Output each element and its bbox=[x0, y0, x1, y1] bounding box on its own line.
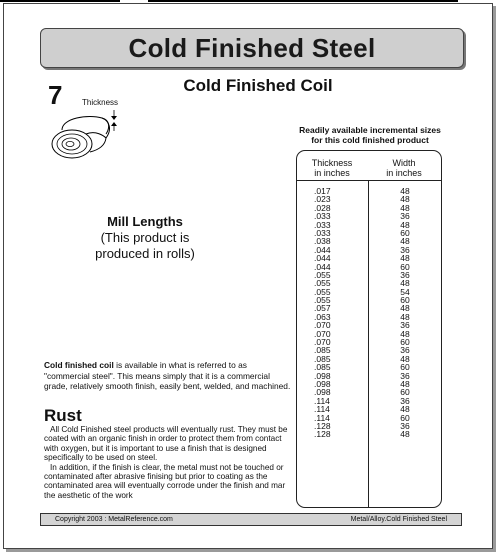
page-title: Cold Finished Steel bbox=[128, 32, 376, 63]
product-description bbox=[44, 360, 292, 392]
width-value: 54 bbox=[400, 286, 410, 297]
coil-diagram-icon bbox=[48, 108, 128, 166]
width-value: 36 bbox=[400, 395, 410, 406]
thickness-value: .070 bbox=[314, 328, 331, 339]
mill-lengths-note bbox=[70, 214, 220, 262]
width-value: 48 bbox=[400, 429, 410, 440]
thickness-value: .038 bbox=[314, 236, 331, 247]
item-number: 7 bbox=[48, 80, 63, 110]
mill-lengths-line1: (This product is bbox=[100, 230, 190, 245]
width-value: 48 bbox=[400, 236, 410, 247]
thickness-value: .028 bbox=[314, 202, 331, 213]
sizes-heading-line1: Readily available incremental sizes bbox=[299, 125, 441, 135]
header-divider bbox=[297, 180, 441, 181]
footer-bar bbox=[40, 513, 462, 526]
thickness-value: .055 bbox=[314, 286, 331, 297]
thickness-value: .057 bbox=[314, 303, 331, 314]
thickness-value: .044 bbox=[314, 261, 331, 272]
thickness-value: .017 bbox=[314, 186, 331, 196]
thickness-value: .098 bbox=[314, 378, 331, 389]
thickness-value: .098 bbox=[314, 370, 331, 381]
width-header-line1: Width bbox=[392, 158, 416, 168]
thickness-value: .023 bbox=[314, 194, 331, 205]
rust-heading: Rust bbox=[44, 406, 82, 425]
width-column-header bbox=[369, 158, 439, 178]
thickness-value: .114 bbox=[314, 395, 330, 406]
width-value: 48 bbox=[400, 404, 410, 415]
width-value: 60 bbox=[400, 362, 410, 373]
width-value: 48 bbox=[400, 278, 410, 289]
width-value: 48 bbox=[400, 186, 410, 196]
rust-body bbox=[44, 425, 294, 500]
width-value: 60 bbox=[400, 387, 410, 398]
width-value: 48 bbox=[400, 202, 410, 213]
width-value: 60 bbox=[400, 261, 410, 272]
width-value: 48 bbox=[400, 194, 410, 205]
title-banner bbox=[40, 28, 464, 68]
width-value: 36 bbox=[400, 244, 410, 255]
thickness-header-line2: in inches bbox=[314, 168, 350, 178]
thickness-value: .085 bbox=[314, 345, 331, 356]
width-value: 36 bbox=[400, 420, 410, 431]
thickness-column-header bbox=[297, 158, 367, 178]
footer-copyright: Copyright 2003 : MetalReference.com bbox=[55, 516, 173, 523]
thickness-value: .114 bbox=[314, 404, 330, 415]
width-value: 36 bbox=[400, 320, 410, 331]
description-lead: Cold finished coil bbox=[44, 360, 114, 370]
thickness-value: .128 bbox=[314, 429, 331, 440]
thickness-value: .063 bbox=[314, 311, 331, 322]
footer-category: Metal/Alloy.Cold Finished Steel bbox=[350, 516, 447, 523]
width-header-line2: in inches bbox=[386, 168, 422, 178]
width-value: 36 bbox=[400, 370, 410, 381]
width-value: 60 bbox=[400, 295, 410, 306]
rust-paragraph-1: All Cold Finished steel products will eventually rust. They must be coated with an organic finish in order to protect them from contact with oxygen, but it is important to use a finish that is designed specifically to be used on steel. bbox=[44, 425, 288, 463]
thickness-value: .070 bbox=[314, 337, 331, 348]
thickness-value: .044 bbox=[314, 253, 331, 264]
width-value: 60 bbox=[400, 412, 410, 423]
width-values-column bbox=[369, 187, 441, 439]
thickness-value: .055 bbox=[314, 278, 331, 289]
thickness-value: .044 bbox=[314, 244, 331, 255]
description-text: is available in what is referred to as "commercial steel". This means simply that it is a commercial grade, relatively smooth finish, easily bent, welded, and machined. bbox=[44, 360, 291, 391]
thickness-value: .128 bbox=[314, 420, 331, 431]
rust-paragraph-2: In addition, if the finish is clear, the metal must not be touched or contaminated after abrasive finising but prior to coating as the contaminated area will eventually corrode under the finish and mar the aesthetic of the work bbox=[44, 462, 286, 500]
thickness-value: .055 bbox=[314, 269, 331, 280]
sizes-heading bbox=[280, 125, 460, 145]
thickness-value: .085 bbox=[314, 362, 331, 373]
thickness-value: .033 bbox=[314, 219, 331, 230]
thickness-value: .114 bbox=[314, 412, 330, 423]
thickness-callout-label: Thickness bbox=[82, 98, 119, 107]
width-value: 48 bbox=[400, 303, 410, 314]
thickness-value: .070 bbox=[314, 320, 331, 331]
mill-lengths-heading: Mill Lengths bbox=[107, 214, 183, 229]
width-value: 36 bbox=[400, 211, 410, 222]
width-value: 48 bbox=[400, 311, 410, 322]
thickness-value: .033 bbox=[314, 227, 331, 238]
mill-lengths-line2: produced in rolls) bbox=[95, 246, 195, 261]
width-value: 36 bbox=[400, 345, 410, 356]
sizes-heading-line2: for this cold finished product bbox=[311, 135, 429, 145]
thickness-value: .055 bbox=[314, 295, 331, 306]
thickness-value: .098 bbox=[314, 387, 331, 398]
width-value: 48 bbox=[400, 378, 410, 389]
sizes-table bbox=[296, 150, 442, 508]
thickness-value: .085 bbox=[314, 353, 331, 364]
width-value: 36 bbox=[400, 269, 410, 280]
thickness-values-column bbox=[314, 187, 354, 439]
width-value: 60 bbox=[400, 337, 410, 348]
width-value: 48 bbox=[400, 353, 410, 364]
width-value: 48 bbox=[400, 328, 410, 339]
width-value: 60 bbox=[400, 227, 410, 238]
thickness-value: .033 bbox=[314, 211, 331, 222]
width-value: 48 bbox=[400, 253, 410, 264]
top-edge-lines bbox=[0, 0, 500, 2]
width-value: 48 bbox=[400, 219, 410, 230]
thickness-header-line1: Thickness bbox=[311, 158, 353, 168]
product-subtitle: Cold Finished Coil bbox=[183, 76, 333, 95]
